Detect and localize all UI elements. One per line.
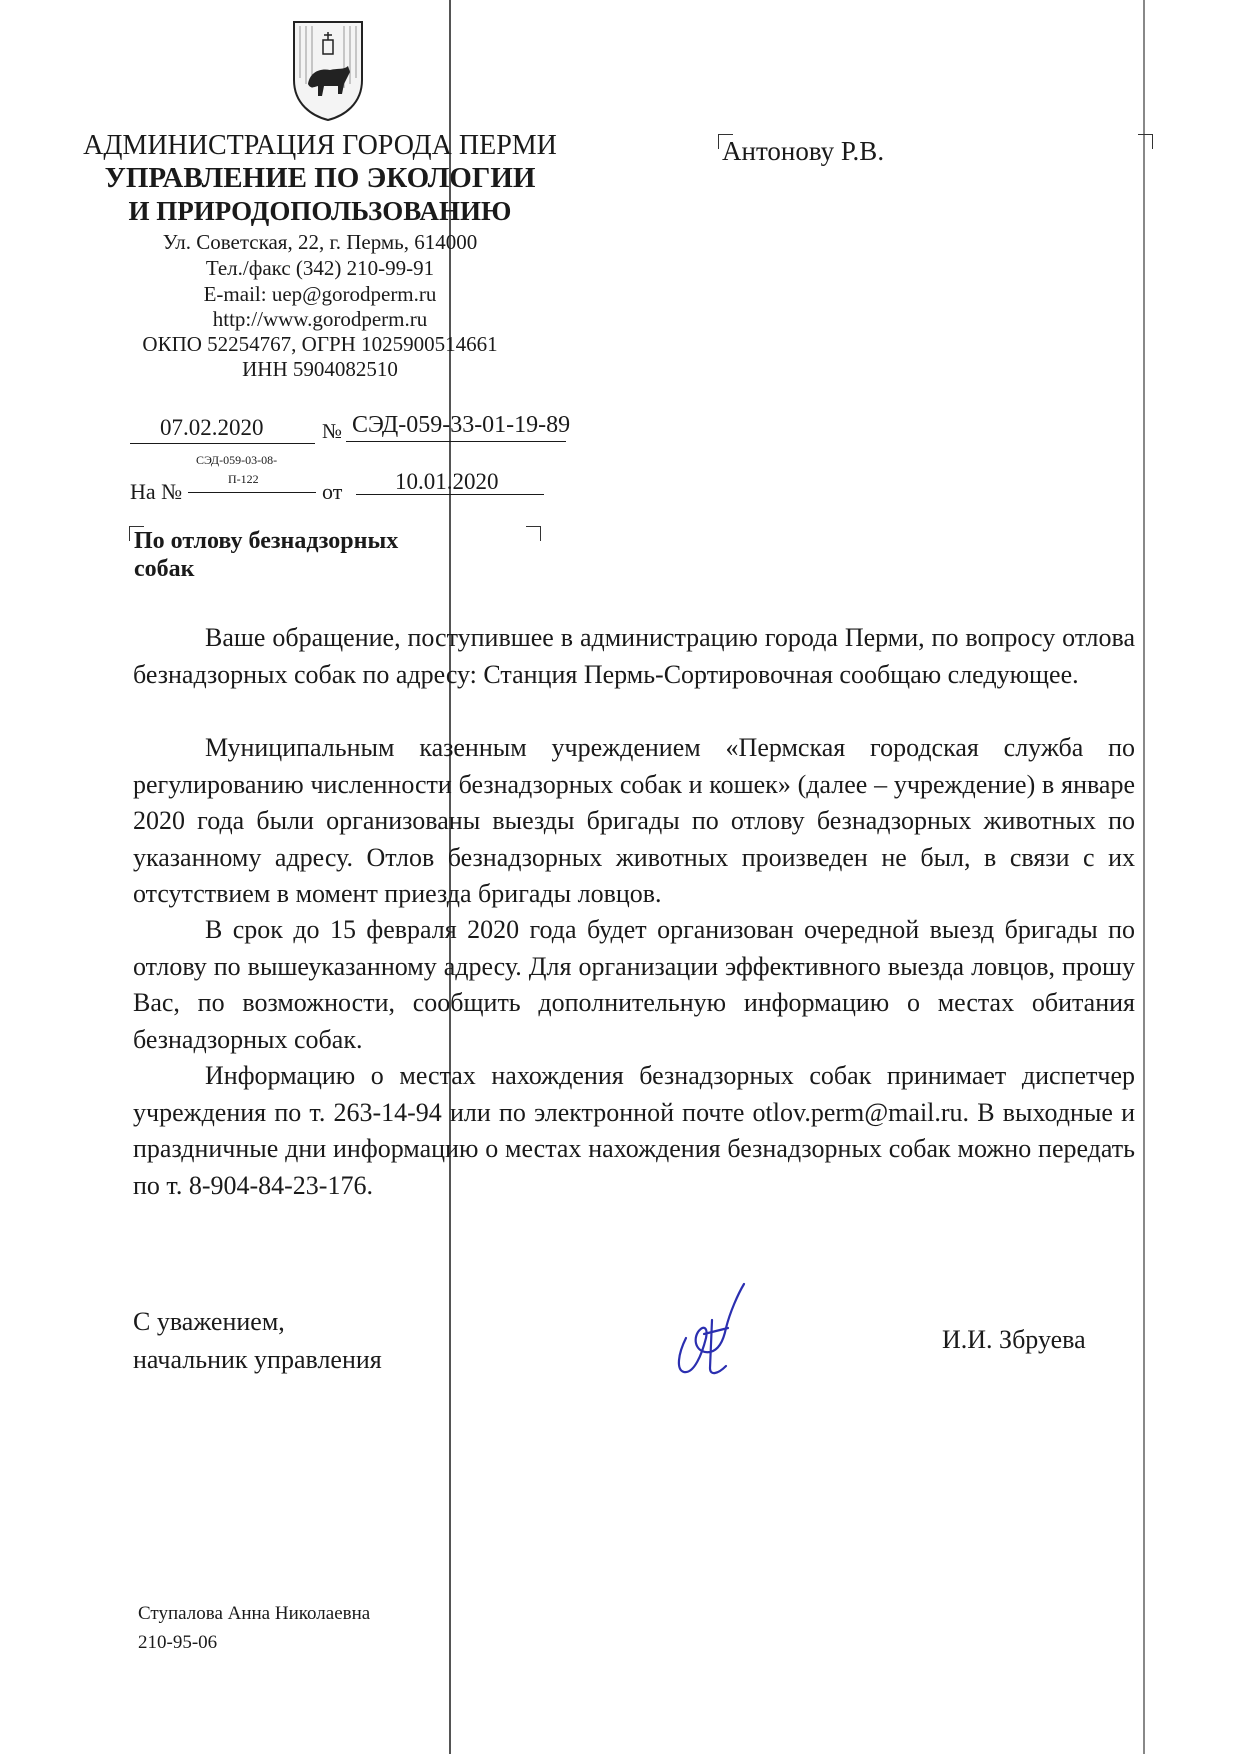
scan-line-right-edge [1143,0,1145,1754]
reply-number-underline [188,492,316,493]
number-label: № [322,419,343,443]
organization-name: АДМИНИСТРАЦИЯ ГОРОДА ПЕРМИ [83,130,557,161]
reply-date-underline [356,494,544,495]
body-paragraph-3: В срок до 15 февраля 2020 года будет организован очередной выезд бригады по отлову по вышеуказанному адресу. Для организации эффективного выезда ловцов, прошу Вас, по возможности, сообщить дополнительную информацию о местах обитания безнадзорных собак. [133,915,1135,1054]
document-date: 07.02.2020 [160,415,264,440]
from-label: от [322,479,343,504]
reply-label: На № [130,479,183,504]
signer-position: начальник управления [133,1345,382,1374]
signer-name: И.И. Збруева [942,1325,1086,1354]
executor-name: Ступалова Анна Николаевна [138,1603,371,1624]
registry-codes: ОКПО 52254767, ОГРН 1025900514661 [142,332,498,356]
reply-date: 10.01.2020 [395,469,499,494]
executor-phone: 210-95-06 [138,1632,218,1653]
subject-line2: собак [134,556,195,582]
email-address: E-mail: uep@gorodperm.ru [203,282,437,306]
addressee: Антонову Р.В. [722,136,885,166]
number-underline [346,441,566,442]
addressee-corner-right [1138,134,1153,149]
reply-number-line1: СЭД-059-03-08- [196,453,278,467]
subject-line1: По отлову безнадзорных [134,528,399,554]
phone-fax: Тел./факс (342) 210-99-91 [205,256,435,280]
closing-greeting: С уважением, [133,1307,285,1336]
postal-address: Ул. Советская, 22, г. Пермь, 614000 [162,230,478,254]
body-paragraph-1: Ваше обращение, поступившее в администрацию города Перми, по вопросу отлова безнадзорных собак по адресу: Станция Пермь-Сортировочная сообщаю следующее. [133,623,1135,689]
body-paragraph-4: Информацию о местах нахождения безнадзорных собак принимает диспетчер учреждения по т. 263-14-94 или по электронной почте otlov.perm@mail.ru. В выходные и праздничные дни информацию о местах нахождения безнадзорных собак можно передать по т. 8-904-84-23-176. [133,1061,1135,1200]
body-paragraph-2: Муниципальным казенным учреждением «Пермская городская служба по регулированию численности безнадзорных собак и кошек» (далее – учреждение) в январе 2020 года были организованы выезды бригады по отлову безнадзорных животных по указанному адресу. Отлов безнадзорных животных произведен не был, в связи с их отсутствием в момент приезда бригады ловцов. [133,733,1135,908]
website: http://www.gorodperm.ru [212,307,428,331]
document-number: СЭД-059-33-01-19-89 [352,412,571,438]
date-underline [130,443,315,444]
department-name-line2: И ПРИРОДОПОЛЬЗОВАНИЮ [128,196,512,226]
department-name-line1: УПРАВЛЕНИЕ ПО ЭКОЛОГИИ [104,162,536,194]
handwritten-signature [668,1280,750,1380]
subject-corner-right [526,526,541,541]
coat-of-arms-emblem [290,18,366,122]
reply-number-line2: П-122 [228,472,259,486]
subject [134,527,398,583]
tax-id: ИНН 5904082510 [242,357,398,381]
